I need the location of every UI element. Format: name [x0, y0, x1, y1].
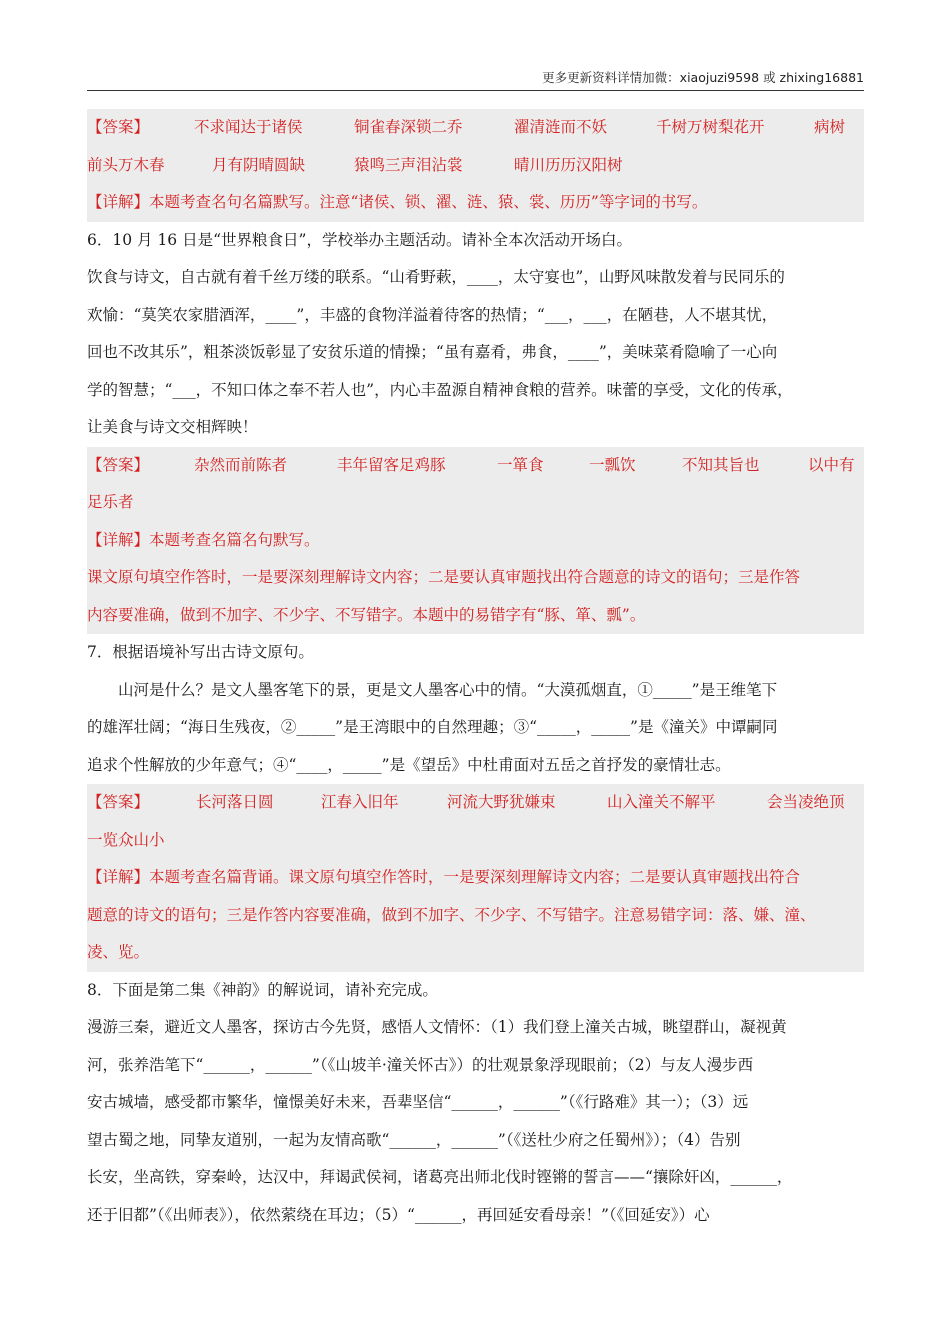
answer-item: 病树 — [814, 118, 846, 136]
answer-row-1 — [87, 447, 864, 485]
answer-item: 晴川历历汉阳树 — [514, 155, 623, 174]
answer-tag: 【答案】 — [87, 118, 150, 136]
question-8-line: 河，张养浩笔下“______，______”（《山坡羊·潼关怀古》）的壮观景象浮现眼前；（2）与友人漫步西 — [87, 1055, 754, 1074]
answer-item: 不求闻达于诸侯 — [194, 118, 303, 136]
detail-text: 课文原句填空作答时，一是要深刻理解诗文内容；二是要认真审题找出符合题意的诗文的语句；三是作答 — [87, 559, 864, 597]
answer-item: 前头万木春 — [87, 155, 165, 174]
answer-item: 猿鸣三声泪沾裳 — [354, 155, 463, 174]
detail-text: 【详解】本题考查名篇名句默写。 — [87, 522, 864, 560]
question-8-line: 漫游三秦，避近文人墨客，探访古今先贤，感悟人文情怀：（1）我们登上潼关古城，眺望群山，凝视黄 — [87, 1018, 787, 1036]
question-7-line: 山河是什么？是文人墨客笔下的景，更是文人墨客心中的情。“大漠孤烟直，①_____”是王维笔下 — [118, 680, 778, 699]
question-6-line: 让美食与诗文交相辉映！ — [87, 418, 258, 436]
detail-text: 凌、览。 — [87, 934, 864, 972]
answer-item: 不知其旨也 — [682, 455, 760, 474]
answer-row-1 — [87, 109, 864, 147]
answer-row-2: 足乐者 — [87, 484, 864, 522]
detail-text: 内容要准确，做到不加字、不少字、不写错字。本题中的易错字有“豚、箪、瓢”。 — [87, 597, 864, 635]
answer-item: 濯清涟而不妖 — [514, 118, 608, 136]
answer-item: 丰年留客足鸡豚 — [337, 455, 446, 474]
question-7-title: 7．根据语境补写出古诗文原句。 — [87, 643, 314, 661]
question-6-line: 饮食与诗文，自古就有着千丝万缕的联系。“山肴野蔌，____，太守宴也”，山野风味散发着与民同乐的 — [87, 268, 785, 286]
answer-item: 河流大野犹嫌束 — [447, 793, 556, 811]
question-7-line: 追求个性解放的少年意气；④“____，_____”是《望岳》中杜甫面对五岳之首抒发的豪情壮志。 — [87, 755, 731, 774]
answer-item: 江春入旧年 — [321, 793, 399, 811]
detail-text: 题意的诗文的语句；三是作答内容要准确，做到不加字、不少字、不写错字。注意易错字词：落、嫌、潼、 — [87, 897, 864, 935]
answer-item: 月有阴晴圆缺 — [212, 155, 306, 174]
answer-item: 铜雀春深锁二乔 — [354, 118, 463, 136]
answer-item: 山入潼关不解平 — [607, 793, 716, 811]
answer-item: 会当凌绝顶 — [767, 793, 845, 811]
answer-item: 一箪食 — [497, 455, 544, 474]
question-7-line: 的雄浑壮阔；“海日生残夜，②_____”是王湾眼中的自然理趣；③“_____，_____”是《潼关》中谭嗣同 — [87, 718, 778, 736]
question-8-title: 8．下面是第二集《神韵》的解说词，请补充完成。 — [87, 980, 438, 999]
question-8-line: 还于旧都”（《出师表》），依然萦绕在耳边；（5）“______，再回延安看母亲！”（《回延安》）心 — [87, 1205, 710, 1224]
answer-row-2 — [87, 147, 864, 185]
answer-item: 杂然而前陈者 — [194, 455, 288, 474]
page-header: 更多更新资料详情加微：xiaojuzi9598 或 zhixing16881 — [87, 66, 864, 91]
question-8-line: 长安，坐高铁，穿秦岭，达汉中，拜谒武侯祠，诸葛亮出师北伐时铿锵的誓言——“攘除奸凶，______， — [87, 1168, 793, 1186]
detail-text: 【详解】本题考查名篇背诵。课文原句填空作答时，一是要深刻理解诗文内容；二是要认真审题找出符合 — [87, 859, 864, 897]
answer-item: 长河落日圆 — [196, 793, 274, 811]
question-6-line: 回也不改其乐”，粗茶淡饭彰显了安贫乐道的情操；“虽有嘉肴，弗食，____”，美味菜肴隐喻了一心向 — [87, 343, 778, 361]
question-6-line: 学的智慧；“___，不知口体之奉不若人也”，内心丰盈源自精神食粮的营养。味蕾的享受，文化的传承， — [87, 380, 793, 399]
answer-item: 以中有 — [808, 455, 855, 474]
question-6-title: 6．10 月 16 日是“世界粮食日”，学校举办主题活动。请补全本次活动开场白。 — [87, 230, 632, 249]
answer-tag: 【答案】 — [87, 455, 150, 474]
detail-text: 【详解】本题考查名句名篇默写。注意“诸侯、锁、濯、涟、猿、裳、历历”等字词的书写。 — [87, 184, 864, 222]
answer-item: 千树万树梨花开 — [656, 118, 765, 136]
answer-row-2: 一览众山小 — [87, 822, 864, 860]
question-8-line: 望古蜀之地，同挚友道别，一起为友情高歌“______，______”（《送杜少府之任蜀州》）；（4）告别 — [87, 1130, 741, 1149]
question-8-line: 安古城墙，感受都市繁华，憧憬美好未来，吾辈坚信“______，______”（《行路难》其一）；（3）远 — [87, 1093, 749, 1111]
document-body — [87, 109, 864, 1234]
question-6-line: 欢愉：“莫笑农家腊酒浑，____”，丰盛的食物洋溢着待客的热情；“___，___，在陋巷，人不堪其忧， — [87, 305, 778, 324]
answer-item: 一瓢饮 — [589, 455, 636, 474]
answer-tag: 【答案】 — [87, 793, 150, 811]
answer-row-1 — [87, 784, 864, 822]
